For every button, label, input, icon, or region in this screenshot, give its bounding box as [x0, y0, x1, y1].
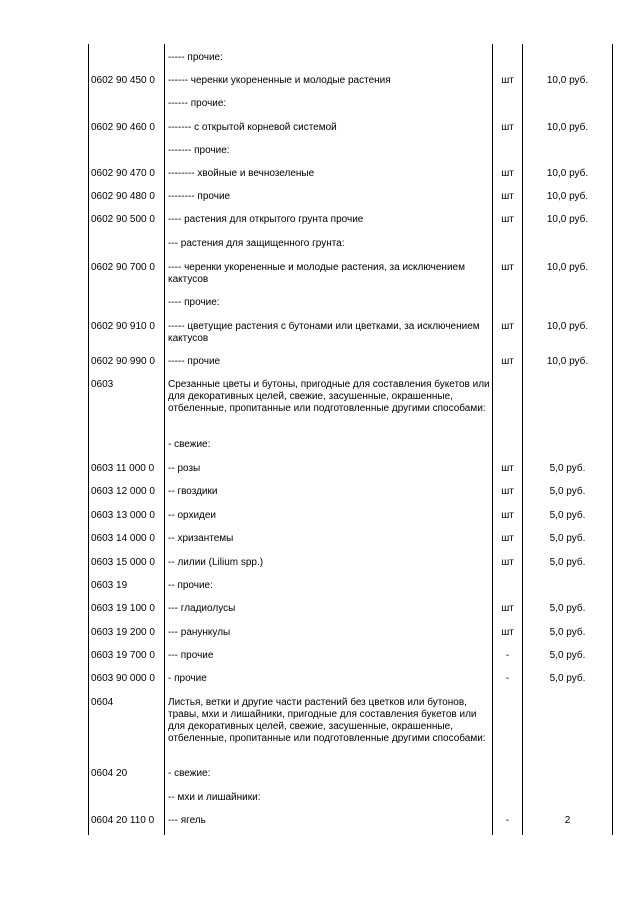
goods-description: ------- с открытой корневой системой	[168, 122, 337, 133]
goods-description: - прочие	[168, 673, 207, 684]
goods-description: -- орхидеи	[168, 510, 217, 521]
tnved-code: 0602 90 700 0	[91, 262, 155, 273]
goods-description: ------- прочие:	[168, 145, 230, 156]
tnved-code: 0603 19	[91, 580, 128, 591]
goods-description: -- лилии (Lilium spp.)	[168, 557, 264, 568]
duty-rate: 5,0 руб.	[549, 627, 586, 638]
tnved-code: 0603 13 000 0	[91, 510, 155, 521]
goods-description: ----- прочие	[168, 356, 221, 367]
tnved-code: 0602 90 500 0	[91, 214, 155, 225]
column-divider	[164, 44, 165, 835]
tnved-code: 0604 20 110 0	[91, 815, 155, 826]
goods-description: --- ягель	[168, 815, 206, 826]
goods-description: --- прочие	[168, 650, 214, 661]
goods-description: -------- прочие	[168, 191, 231, 202]
tnved-code: 0602 90 450 0	[91, 75, 155, 86]
duty-rate: 10,0 руб.	[546, 122, 589, 133]
unit-of-measure: шт	[501, 214, 514, 225]
goods-description: --- гладиолусы	[168, 603, 236, 614]
duty-rate: 5,0 руб.	[549, 673, 586, 684]
duty-rate: 10,0 руб.	[546, 75, 589, 86]
unit-of-measure: шт	[501, 533, 514, 544]
unit-of-measure: шт	[501, 122, 514, 133]
goods-description: Срезанные цветы и бутоны, пригодные для составления букетов или для декоративных целей, свежие, засушенные, окрашенные, отбеленные, пропитанные или подготовленные другими способами:	[168, 379, 490, 414]
unit-of-measure: -	[505, 815, 510, 826]
tnved-code: 0604 20	[91, 768, 128, 779]
duty-rate: 10,0 руб.	[546, 321, 589, 332]
goods-description: -- гвоздики	[168, 486, 218, 497]
tnved-code: 0603 90 000 0	[91, 673, 155, 684]
unit-of-measure: шт	[501, 603, 514, 614]
goods-description: -- розы	[168, 463, 201, 474]
unit-of-measure: шт	[501, 510, 514, 521]
unit-of-measure: -	[505, 673, 510, 684]
column-divider	[492, 44, 493, 835]
goods-description: Листья, ветки и другие части растений без цветков или бутонов, травы, мхи и лишайники, пригодные для составления букетов или для декоративных целей, свежие, засушенные, окрашенные, отбеленные, пропитанные или подготовленные другими способами:	[168, 697, 486, 744]
duty-rate: 10,0 руб.	[546, 168, 589, 179]
unit-of-measure: -	[505, 650, 510, 661]
column-divider	[522, 44, 523, 835]
tnved-code: 0602 90 470 0	[91, 168, 155, 179]
goods-description: ------ черенки укорененные и молодые растения	[168, 75, 391, 86]
tnved-code: 0603 19 200 0	[91, 627, 155, 638]
unit-of-measure: шт	[501, 463, 514, 474]
unit-of-measure: шт	[501, 486, 514, 497]
tnved-code: 0603	[91, 379, 114, 390]
goods-description: ----- прочие:	[168, 52, 223, 63]
goods-description: ---- прочие:	[168, 297, 220, 308]
unit-of-measure: шт	[501, 321, 514, 332]
duty-rate: 2	[564, 815, 571, 826]
duty-rate: 10,0 руб.	[546, 191, 589, 202]
duty-rate: 10,0 руб.	[546, 262, 589, 273]
unit-of-measure: шт	[501, 627, 514, 638]
goods-description: --- ранункулы	[168, 627, 231, 638]
unit-of-measure: шт	[501, 262, 514, 273]
goods-description: ------ прочие:	[168, 98, 227, 109]
tnved-code: 0602 90 910 0	[91, 321, 155, 332]
goods-description: -- прочие:	[168, 580, 213, 591]
tnved-code: 0602 90 460 0	[91, 122, 155, 133]
unit-of-measure: шт	[501, 356, 514, 367]
goods-description: ----- цветущие растения с бутонами или цветками, за исключением кактусов	[168, 321, 480, 344]
duty-rate: 5,0 руб.	[549, 463, 586, 474]
duty-rate: 5,0 руб.	[549, 557, 586, 568]
goods-description: -- хризантемы	[168, 533, 234, 544]
tnved-code: 0602 90 480 0	[91, 191, 155, 202]
duty-rate: 5,0 руб.	[549, 603, 586, 614]
duty-rate: 5,0 руб.	[549, 650, 586, 661]
unit-of-measure: шт	[501, 191, 514, 202]
tnved-code: 0603 14 000 0	[91, 533, 155, 544]
duty-rate: 10,0 руб.	[546, 214, 589, 225]
duty-rate: 10,0 руб.	[546, 356, 589, 367]
goods-description: -- мхи и лишайники:	[168, 792, 261, 803]
duty-rate: 5,0 руб.	[549, 533, 586, 544]
column-divider	[88, 44, 89, 835]
duty-rate: 5,0 руб.	[549, 486, 586, 497]
unit-of-measure: шт	[501, 75, 514, 86]
goods-description: ---- растения для открытого грунта прочие	[168, 214, 364, 225]
goods-description: --- растения для защищенного грунта:	[168, 238, 345, 249]
tnved-code: 0603 11 000 0	[91, 463, 155, 474]
tnved-code: 0602 90 990 0	[91, 356, 155, 367]
unit-of-measure: шт	[501, 168, 514, 179]
unit-of-measure: шт	[501, 557, 514, 568]
tnved-code: 0603 19 100 0	[91, 603, 155, 614]
column-divider	[612, 44, 613, 835]
tnved-code: 0604	[91, 697, 114, 708]
tnved-code: 0603 12 000 0	[91, 486, 155, 497]
goods-description: -------- хвойные и вечнозеленые	[168, 168, 315, 179]
goods-description: ---- черенки укорененные и молодые растения, за исключением кактусов	[168, 262, 465, 285]
goods-description: - свежие:	[168, 439, 211, 450]
goods-description: - свежие:	[168, 768, 211, 779]
duty-rate: 5,0 руб.	[549, 510, 586, 521]
tnved-code: 0603 15 000 0	[91, 557, 155, 568]
tnved-code: 0603 19 700 0	[91, 650, 155, 661]
